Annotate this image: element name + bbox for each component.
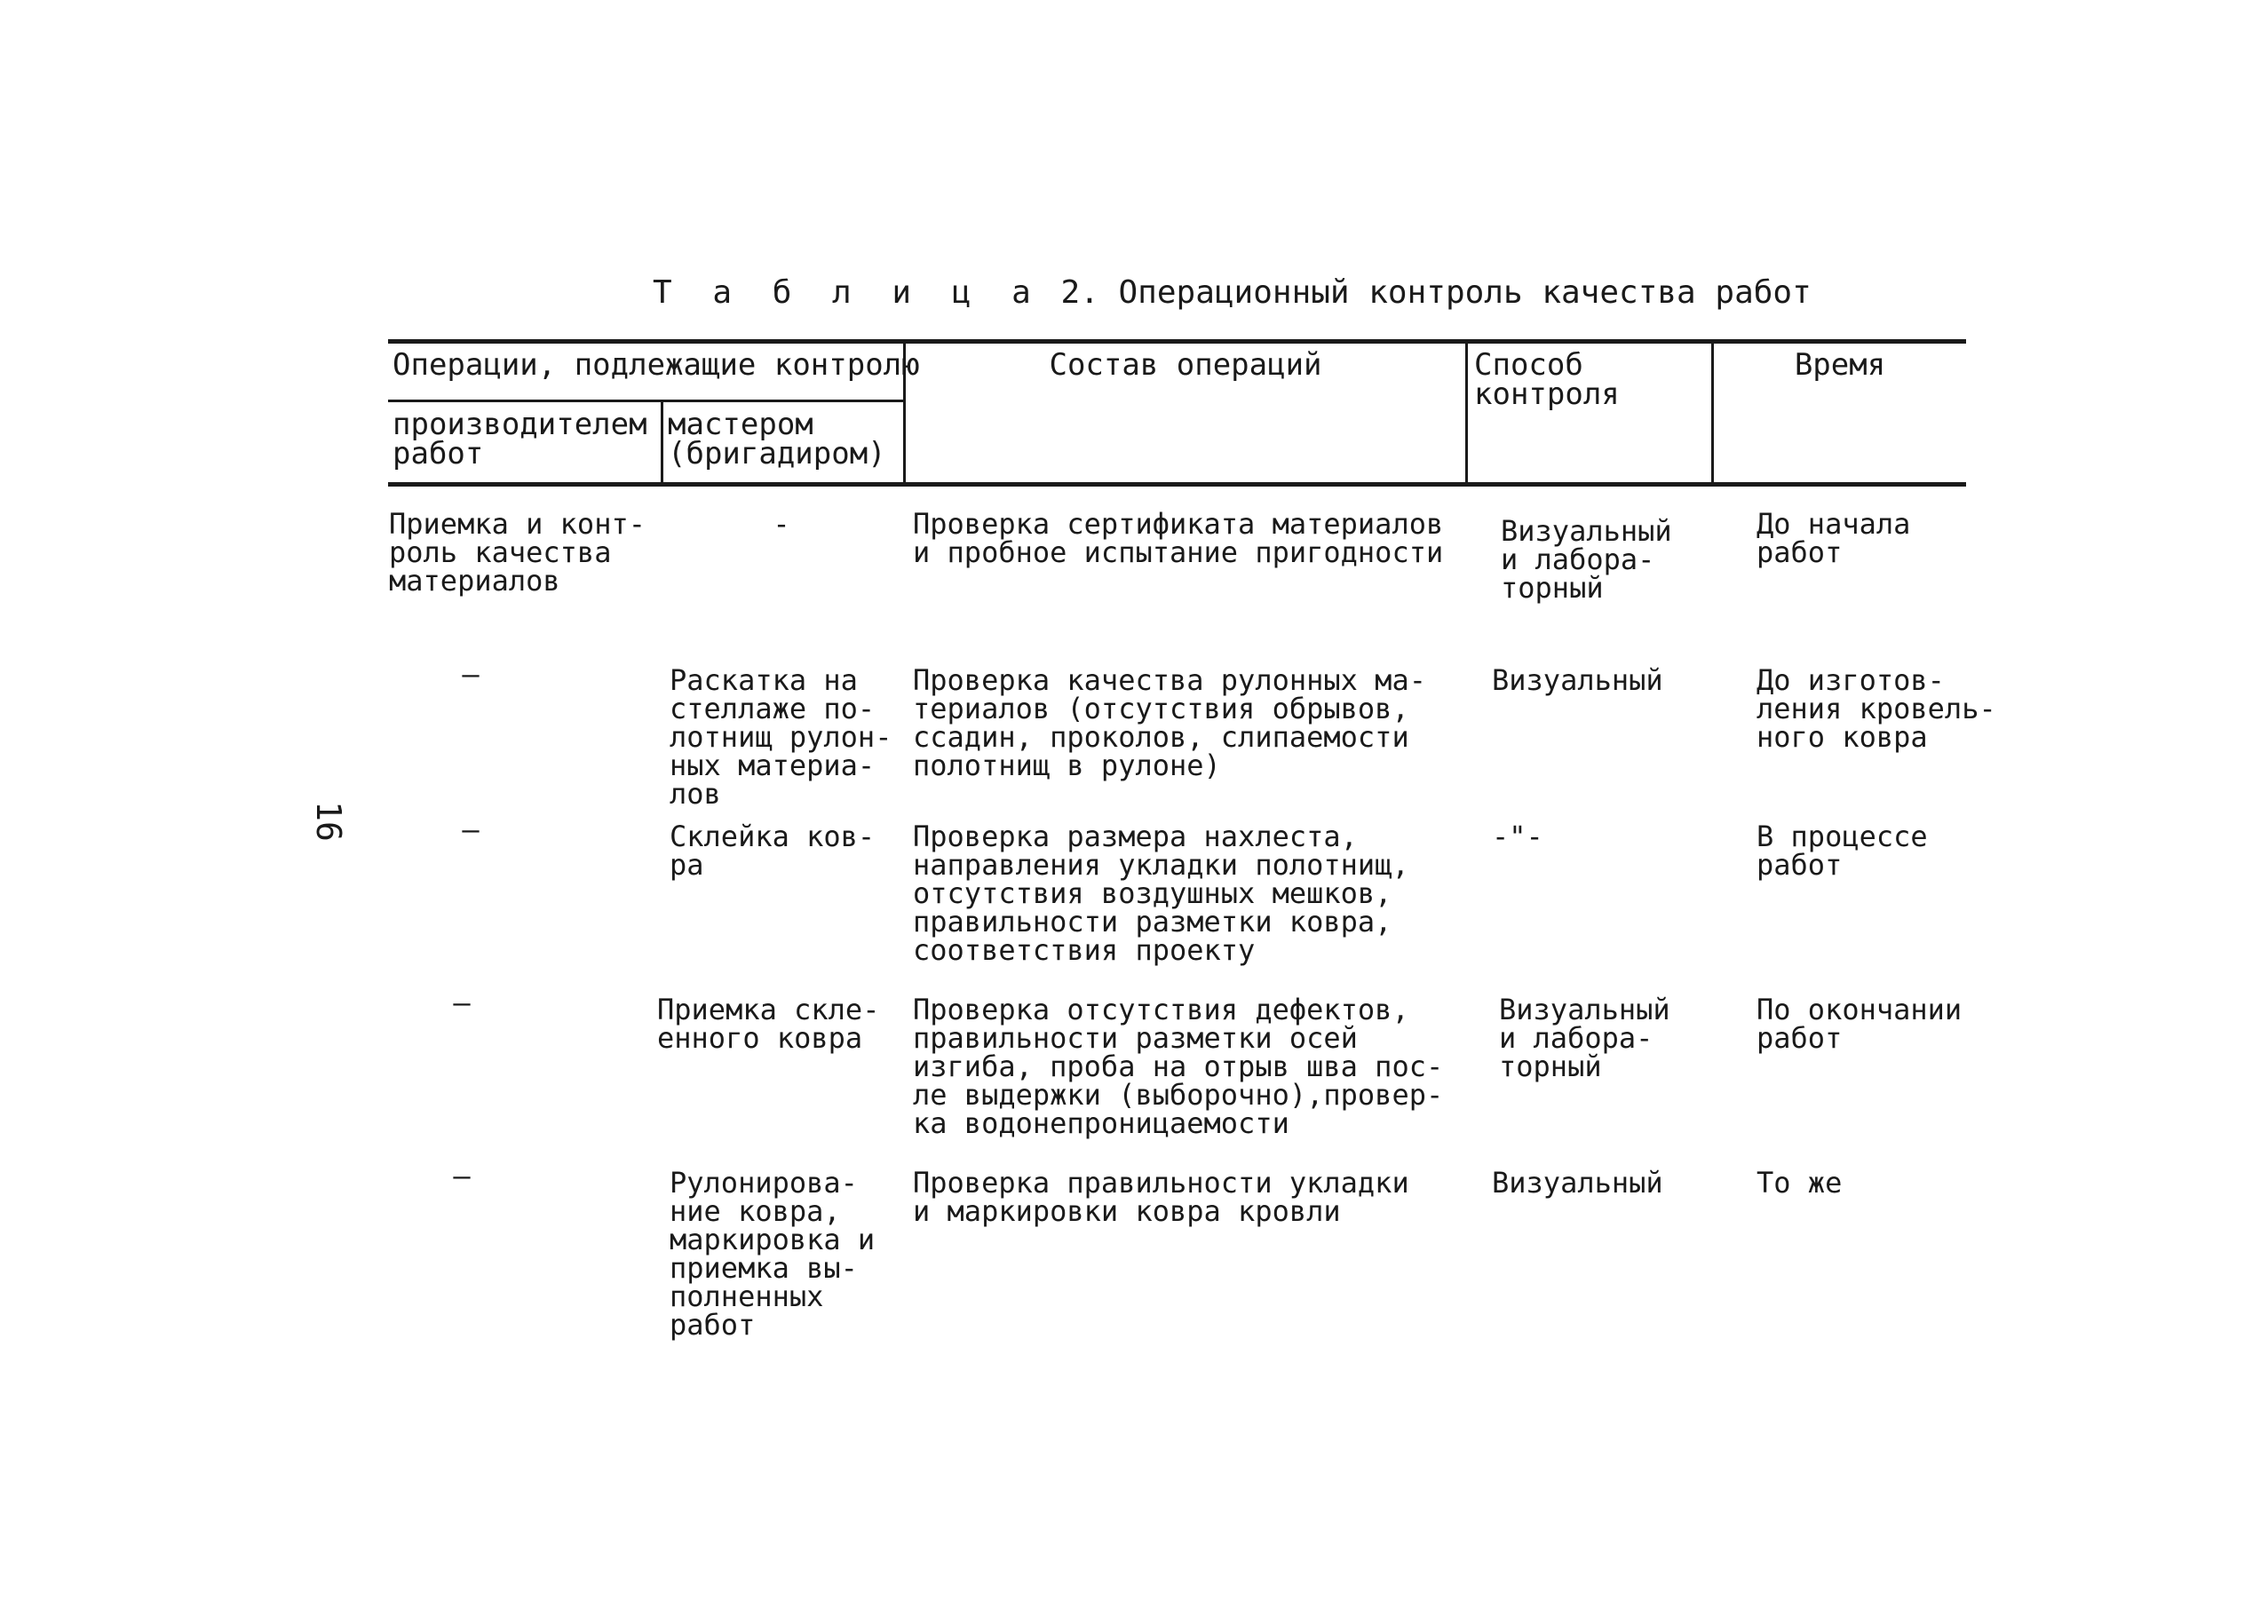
row-4-time: По окончании работ <box>1757 993 1963 1055</box>
header-subdivider-rule <box>388 400 905 402</box>
row-5-time: То же <box>1757 1166 1843 1200</box>
header-method: Способ контроля <box>1474 347 1620 412</box>
row-3-composition: Проверка размера нахлеста, направления укладки полотнищ, отсутствия воздушных мешков, правильности разметки ковра, соответствия проекту <box>913 820 1409 967</box>
row-1-composition: Проверка сертификата материалов и пробное испытание пригодности <box>913 507 1444 569</box>
row-5-method: Визуальный <box>1492 1166 1663 1200</box>
row-1-master: - <box>773 507 790 541</box>
header-by-producer: производителем работ <box>393 407 647 471</box>
row-4-master: Приемка скле- енного ковра <box>657 993 880 1055</box>
header-composition: Состав операций <box>1049 347 1322 383</box>
header-operations-group: Операции, подлежащие контролю <box>393 347 920 383</box>
row-2-producer: — <box>462 657 480 691</box>
row-2-composition: Проверка качества рулонных ма- териалов (отсутствия обрывов, ссадин, проколов, слипаемости полотнищ в рулоне) <box>913 663 1426 782</box>
row-4-producer: — <box>453 986 471 1019</box>
header-time: Время <box>1794 347 1886 383</box>
row-4-composition: Проверка отсутствия дефектов, правильности разметки осей изгиба, проба на отрыв шва пос- ле выдержки (выборочно),провер- ка водонепроницаемости <box>913 993 1444 1140</box>
row-1-method: Визуальный и лабора- торный <box>1501 514 1672 605</box>
page-number: 16 <box>309 801 348 842</box>
table-title-number: 2. <box>1060 274 1099 311</box>
table-title-label: Т а б л и ц а <box>653 274 1042 311</box>
row-5-producer: — <box>453 1159 471 1192</box>
row-3-method: -"- <box>1492 820 1543 853</box>
header-by-master: мастером (бригадиром) <box>668 407 886 471</box>
row-3-time: В процессе работ <box>1757 820 1928 882</box>
header-bottom-rule <box>388 482 1966 487</box>
table-title <box>653 273 1812 313</box>
row-2-master: Раскатка на стеллаже по- лотнищ рулон- ных материа- лов <box>670 663 892 811</box>
row-2-time: До изготов- ления кровель- ного ковра <box>1757 663 1996 754</box>
header-divider-producer-master <box>661 401 663 484</box>
row-5-master: Рулонирова- ние ковра, маркировка и приемка вы- полненных работ <box>670 1166 876 1342</box>
row-1-producer: Приемка и конт- роль качества материалов <box>389 507 646 598</box>
row-5-composition: Проверка правильности укладки и маркировки ковра кровли <box>913 1166 1409 1228</box>
row-3-producer: — <box>462 812 480 846</box>
row-4-method: Визуальный и лабора- торный <box>1499 993 1670 1083</box>
row-3-master: Склейка ков- ра <box>670 820 876 882</box>
row-1-time: До начала работ <box>1757 507 1911 569</box>
row-2-method: Визуальный <box>1492 663 1663 697</box>
header-divider-composition-method <box>1465 341 1468 484</box>
table-top-rule <box>388 339 1966 344</box>
table-title-text: Операционный контроль качества работ <box>1118 274 1812 311</box>
